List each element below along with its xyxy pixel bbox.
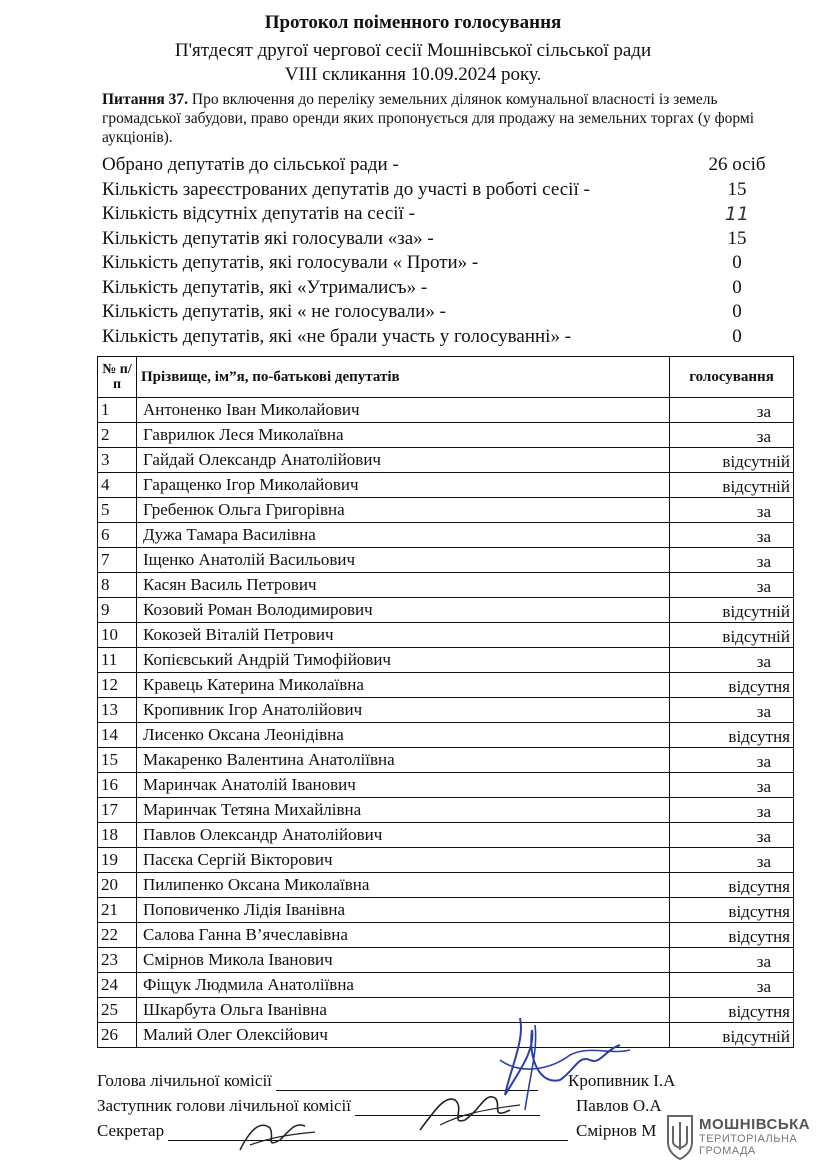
row-number: 16 (98, 773, 137, 798)
deputy-name: Дужа Тамара Василівна (137, 523, 670, 548)
vote-result: за (670, 548, 794, 573)
agenda-question (102, 90, 782, 147)
table-row (98, 673, 794, 698)
table-row (98, 923, 794, 948)
deputy-label: Заступник голови лічильної комісії (97, 1096, 352, 1115)
row-number: 22 (98, 923, 137, 948)
row-number: 25 (98, 998, 137, 1023)
row-number: 8 (98, 573, 137, 598)
deputy-name: Гайдай Олександр Анатолійович (137, 448, 670, 473)
stat-value: 0 (732, 301, 742, 322)
stat-elected (102, 154, 782, 179)
row-number: 23 (98, 948, 137, 973)
deputy-handwritten-signature (410, 1080, 530, 1140)
table-row (98, 698, 794, 723)
vote-result: за (670, 748, 794, 773)
deputy-name: Салова Ганна В’ячеславівна (137, 923, 670, 948)
vote-result: за (670, 573, 794, 598)
deputy-name: Гаврилюк Леся Миколаївна (137, 423, 670, 448)
vote-result: відсутній (670, 1023, 794, 1048)
stat-label: Кількість зареєстрованих депутатів до участі в роботі сесії - (102, 178, 590, 200)
row-number: 21 (98, 898, 137, 923)
table-row (98, 498, 794, 523)
stat-label: Кількість депутатів, які голосували « Проти» - (102, 252, 479, 273)
table-row (98, 623, 794, 648)
stat-against (102, 252, 782, 277)
stat-label: Кількість депутатів, які « не голосували» - (102, 301, 446, 322)
row-number: 10 (98, 623, 137, 648)
table-row (98, 998, 794, 1023)
stat-absent (102, 203, 782, 228)
vote-result: відсутня (670, 723, 794, 748)
roll-call-table (97, 356, 794, 1048)
logo-line-2-3 (699, 1133, 797, 1157)
row-number: 17 (98, 798, 137, 823)
deputy-name: Кропивник Ігор Анатолійович (137, 698, 670, 723)
row-number: 1 (98, 398, 137, 423)
signature-underline (168, 1140, 568, 1141)
stat-abstained (102, 277, 782, 302)
stat-not-voted (102, 301, 782, 326)
deputy-name: Маринчак Тетяна Михайлівна (137, 798, 670, 823)
deputy-name: Павлов О.А (576, 1096, 662, 1115)
table-row (98, 898, 794, 923)
row-number: 20 (98, 873, 137, 898)
stat-label: Обрано депутатів до сільської ради - (102, 154, 399, 175)
secretary-label: Секретар (97, 1121, 165, 1140)
table-row (98, 548, 794, 573)
vote-result: відсутня (670, 998, 794, 1023)
deputy-name: Кокозей Віталій Петрович (137, 623, 670, 648)
vote-result: відсутній (670, 473, 794, 498)
table-row (98, 1023, 794, 1048)
deputy-name: Гребенюк Ольга Григорівна (137, 498, 670, 523)
vote-result: за (670, 823, 794, 848)
stat-value: 15 (727, 227, 747, 249)
deputy-name: Поповиченко Лідія Іванівна (137, 898, 670, 923)
row-number: 18 (98, 823, 137, 848)
stat-registered (102, 179, 782, 204)
row-number: 9 (98, 598, 137, 623)
table-row (98, 848, 794, 873)
secretary-name: Смірнов М (576, 1121, 657, 1140)
table-row (98, 398, 794, 423)
deputy-name: Смірнов Микола Іванович (137, 948, 670, 973)
deputy-name: Пилипенко Оксана Миколаївна (137, 873, 670, 898)
table-row (98, 748, 794, 773)
vote-result: за (670, 398, 794, 423)
row-number: 3 (98, 448, 137, 473)
deputy-name: Козовий Роман Володимирович (137, 598, 670, 623)
row-number: 2 (98, 423, 137, 448)
row-number: 14 (98, 723, 137, 748)
row-number: 7 (98, 548, 137, 573)
vote-result: за (670, 498, 794, 523)
vote-result: відсутній (670, 598, 794, 623)
vote-result: відсутня (670, 898, 794, 923)
deputy-name: Фіщук Людмила Анатоліївна (137, 973, 670, 998)
convocation-date: VIII скликання 10.09.2024 року. (284, 64, 542, 85)
row-number: 19 (98, 848, 137, 873)
deputy-name: Гаращенко Ігор Миколайович (137, 473, 670, 498)
deputy-name: Касян Василь Петрович (137, 573, 670, 598)
table-row (98, 823, 794, 848)
vote-result: відсутня (670, 873, 794, 898)
vote-result: за (670, 648, 794, 673)
stat-label: Кількість депутатів, які «Утрималисъ» - (102, 276, 428, 298)
table-row (98, 723, 794, 748)
deputy-name: Павлов Олександр Анатолійович (137, 823, 670, 848)
table-row (98, 523, 794, 548)
deputy-name: Макаренко Валентина Анатоліївна (137, 748, 670, 773)
question-label: Питання 37. (102, 91, 189, 108)
logo-line-2: ТЕРИТОРІАЛЬНА (699, 1133, 798, 1145)
vote-result: за (670, 848, 794, 873)
table-row (98, 473, 794, 498)
deputy-name: Шкарбута Ольга Іванівна (137, 998, 670, 1023)
row-number: 4 (98, 473, 137, 498)
table-row (98, 448, 794, 473)
vote-result: відсутня (670, 923, 794, 948)
vote-result: за (670, 423, 794, 448)
table-header-row (98, 357, 794, 398)
row-number: 5 (98, 498, 137, 523)
col-header-vote: голосування (670, 357, 794, 398)
table-row (98, 573, 794, 598)
stat-label: Кількість депутатів, які «не брали участь у голосуванні» - (102, 325, 572, 347)
vote-result: за (670, 698, 794, 723)
stat-value: 0 (732, 325, 742, 347)
secretary-handwritten-signature (230, 1110, 320, 1160)
row-number: 12 (98, 673, 137, 698)
row-number: 13 (98, 698, 137, 723)
row-number: 15 (98, 748, 137, 773)
vote-result: відсутній (670, 448, 794, 473)
table-body (98, 398, 794, 1048)
row-number: 24 (98, 973, 137, 998)
deputy-name: Антоненко Іван Миколайович (137, 398, 670, 423)
deputy-name: Іщенко Анатолій Васильович (137, 548, 670, 573)
deputy-name: Маринчак Анатолій Іванович (137, 773, 670, 798)
vote-result: за (670, 973, 794, 998)
chair-name: Кропивник І.А (568, 1071, 676, 1090)
row-number: 11 (98, 648, 137, 673)
table-row (98, 648, 794, 673)
vote-result: за (670, 523, 794, 548)
vote-result: відсутня (670, 673, 794, 698)
deputy-name: Малий Олег Олексійович (137, 1023, 670, 1048)
table-row (98, 948, 794, 973)
logo-line-3: ГРОМАДА (699, 1145, 756, 1157)
table-row (98, 598, 794, 623)
stat-for (102, 228, 782, 253)
col-header-name: Прізвище, ім”я, по-батькові депутатів (137, 357, 670, 398)
row-number: 6 (98, 523, 137, 548)
community-logo (666, 1112, 816, 1162)
deputy-name: Копієвський Андрій Тимофійович (137, 648, 670, 673)
stat-label: Кількість відсутніх депутатів на сесії - (102, 203, 415, 224)
logo-line-1: МОШНІВСЬКА (699, 1116, 811, 1133)
question-text: Про включення до переліку земельних ділянок комунальної власності із земель громадської забудови, право оренди яких пропонується для продажу на земельних торгах (у формі аукціонів). (102, 91, 755, 146)
deputy-name: Кравець Катерина Миколаївна (137, 673, 670, 698)
table-row (98, 423, 794, 448)
vote-result: за (670, 773, 794, 798)
stat-value: 0 (732, 276, 742, 298)
table-row (98, 798, 794, 823)
stat-value: 0 (732, 252, 742, 273)
stat-label: Кількість депутатів які голосували «за» - (102, 227, 434, 249)
session-subtitle: П'ятдесят другої чергової сесії Мошнівської сільської ради (174, 40, 652, 61)
table-row (98, 973, 794, 998)
stat-value: 26 осіб (708, 154, 766, 175)
col-header-number: № п/п (98, 357, 137, 398)
deputy-name: Пасєка Сергій Вікторович (137, 848, 670, 873)
chair-label: Голова лічильної комісії (97, 1071, 272, 1090)
stat-value-handwritten: 11 (724, 203, 750, 225)
deputy-name: Лисенко Оксана Леонідівна (137, 723, 670, 748)
vote-result: відсутній (670, 623, 794, 648)
vote-result: за (670, 948, 794, 973)
stat-value: 15 (727, 178, 747, 200)
stat-not-participated (102, 326, 782, 351)
row-number: 26 (98, 1023, 137, 1048)
document-title: Протокол поіменного голосування (264, 12, 562, 33)
vote-result: за (670, 798, 794, 823)
table-row (98, 873, 794, 898)
vote-statistics (102, 154, 782, 350)
trident-shield-icon (666, 1112, 694, 1160)
table-row (98, 773, 794, 798)
